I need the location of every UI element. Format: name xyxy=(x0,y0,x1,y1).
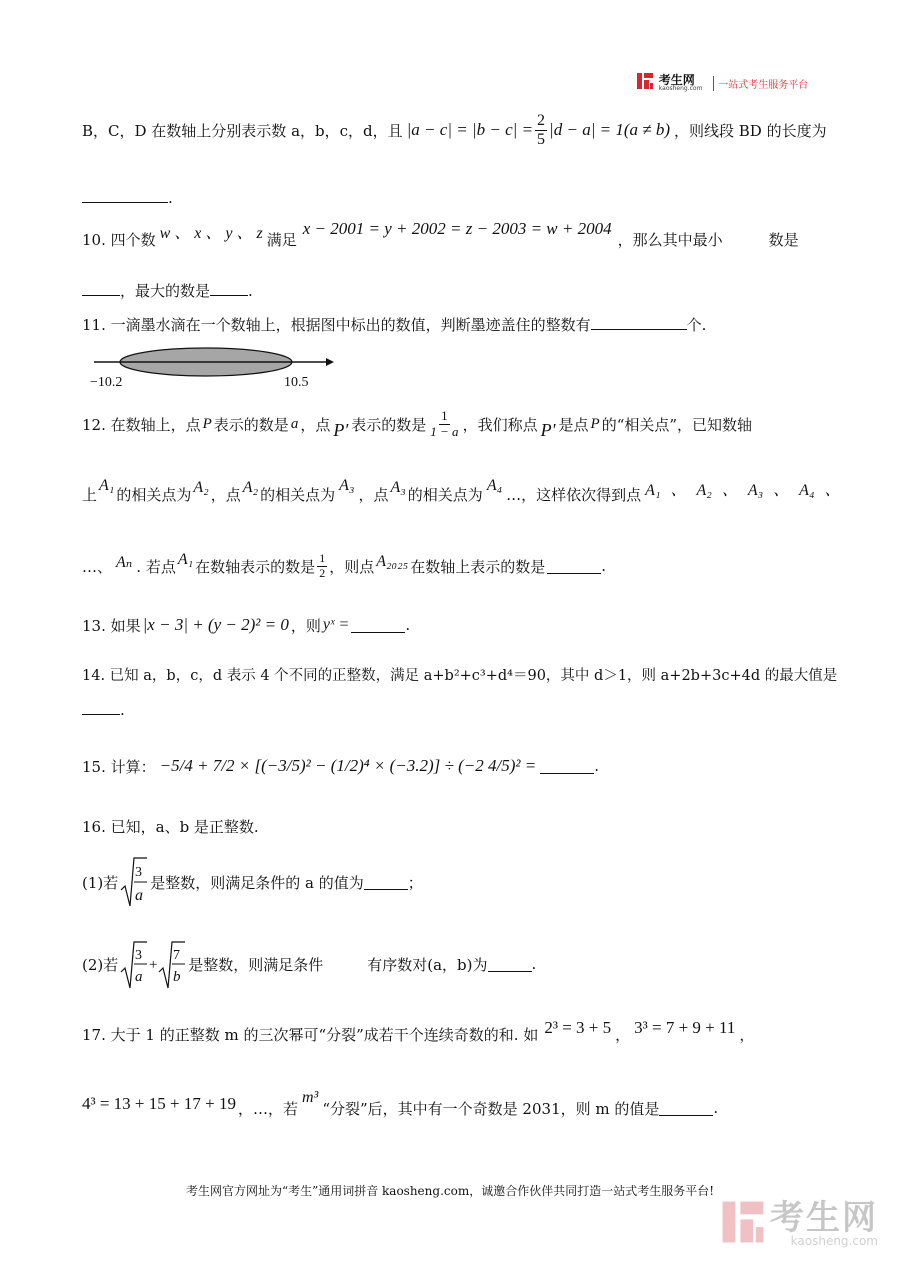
q12-A3: A₃ xyxy=(339,477,355,494)
q10-line xyxy=(82,219,799,256)
q12-blank[interactable] xyxy=(547,559,601,574)
q9-frac-den: 5 xyxy=(537,130,546,148)
q13-lead: 13. 如果 xyxy=(82,616,141,635)
q11-tail: 个. xyxy=(686,316,707,334)
q12-l2c: ，点 xyxy=(210,485,241,504)
q15-blank[interactable] xyxy=(540,759,594,774)
q12-line3 xyxy=(82,546,606,586)
q12-A1: A₁ xyxy=(99,477,115,494)
q16-p2d: . xyxy=(531,955,537,973)
q17-l2a: ，…，若 xyxy=(237,1099,298,1118)
q12-l2b: 的相关点为 xyxy=(116,485,192,504)
q17-blank[interactable] xyxy=(659,1101,713,1116)
q14-line xyxy=(82,664,837,685)
q12-line1 xyxy=(82,402,752,446)
q11-line xyxy=(82,314,706,335)
q12-frac-num: 1 xyxy=(441,408,448,424)
q13-tail: . xyxy=(405,616,411,634)
q17-m3: m³ xyxy=(301,1089,319,1106)
q16-blank2[interactable] xyxy=(488,957,532,972)
q12-l1f: 是点 xyxy=(558,415,589,434)
q12-half-den: 2 xyxy=(319,565,326,580)
q10-blank-max[interactable] xyxy=(210,281,248,296)
q12-Pprime-2: P′ xyxy=(540,419,556,440)
q12-A1-b: A₁ xyxy=(177,551,194,568)
q12-l3d: ，则点 xyxy=(329,557,375,576)
svg-text:3: 3 xyxy=(135,948,143,963)
q12-l3b: . 若点 xyxy=(136,557,176,576)
sqrt-3-over-a-plus-sqrt-7-over-b xyxy=(120,938,186,990)
q16-p1b: 是整数，则满足条件的 a 的值为 xyxy=(150,873,364,892)
ink-numberline-diagram xyxy=(88,344,338,390)
q14-line2 xyxy=(82,700,125,719)
logo-domain: kaosheng.com xyxy=(658,85,703,92)
watermark-name: 考生网 xyxy=(770,1198,878,1238)
svg-text:a: a xyxy=(135,887,144,904)
sqrt-3-over-a xyxy=(120,856,148,908)
q12-l1b: 表示的数是 xyxy=(213,415,289,434)
q9-frac-num: 2 xyxy=(537,111,546,129)
q17-l2c: . xyxy=(713,1099,719,1117)
q12-half-num: 1 xyxy=(319,551,326,566)
q13-expr: yˣ = xyxy=(322,616,350,633)
q14-text: 14. 已知 a，b，c，d 表示 4 个不同的正整数，满足 a+b²+c³+d⁴＝90，其中 d＞1，则 a+2b+3c+4d 的最大值是 xyxy=(82,668,838,684)
q10-vars: w 、 x 、 y 、 z xyxy=(159,224,263,242)
q17-eq1: 2³ = 3 + 5 xyxy=(544,1018,612,1037)
q10-mid: 满足 xyxy=(266,230,297,249)
q13-mid: ，则 xyxy=(290,616,321,635)
q13-line xyxy=(82,610,410,640)
q12-l2g: …，这样依次得到点 xyxy=(506,485,642,504)
q12-l3e: 在数轴上表示的数是 xyxy=(410,557,546,576)
footer-text: 考生网官方网址为“考生”通用词拼音 kaosheng.com，诚邀合作伙伴共同打造一站式考生服务平台! xyxy=(185,1184,715,1198)
header-slogan: 一站式考生服务平台 xyxy=(713,76,808,91)
logo-icon xyxy=(636,72,654,94)
logo-name: 考生网 xyxy=(658,73,695,87)
q17-l2b: “分裂”后，其中有一个奇数是 2031，则 m 的值是 xyxy=(322,1099,660,1118)
q12-l1g: 的“相关点”，已知数轴 xyxy=(601,415,753,434)
q12-Pprime: P′ xyxy=(333,419,349,440)
q17-l1a: 17. 大于 1 的正整数 m 的三次幂可“分裂”成若干个连续奇数的和. 如 xyxy=(82,1025,539,1044)
q17-line1 xyxy=(82,1016,754,1052)
q15-expr: −5/4 + 7/2 × [(−3/5)² − (1/2)⁴ × (−3.2)] ÷ (−2 4/5)² = xyxy=(159,756,537,775)
q10-lead: 10. 四个数 xyxy=(82,230,156,249)
q9-answer-blank[interactable]: . xyxy=(82,188,173,207)
q16-blank1[interactable] xyxy=(364,875,408,890)
q9-eq2: |d − a| = 1(a ≠ b) xyxy=(549,120,670,139)
q12-A2-b: A₂ xyxy=(242,479,259,496)
q12-l3a: …、 xyxy=(82,557,113,576)
q12-l2a: 上 xyxy=(82,485,98,504)
q12-l2f: 的相关点为 xyxy=(407,485,483,504)
q16-p2b: 是整数，则满足条件 xyxy=(188,955,324,974)
q12-l3c: 在数轴表示的数是 xyxy=(195,557,316,576)
q12-l1d: 表示的数是 xyxy=(351,415,427,434)
q12-l2d: 的相关点为 xyxy=(260,485,336,504)
q11-figure xyxy=(88,344,338,390)
q11-right-label: 10.5 xyxy=(284,375,309,390)
axis-arrow-icon xyxy=(326,358,334,366)
q17-sep: ， xyxy=(615,1025,631,1044)
watermark-logo-icon xyxy=(720,1197,766,1251)
q12-P-2: P xyxy=(590,415,600,432)
q17-line2 xyxy=(82,1088,718,1128)
q16-p2a: (2)若 xyxy=(82,955,119,974)
q10-eq: x − 2001 = y + 2002 = z − 2003 = w + 2004 xyxy=(302,219,612,238)
q12-P: P xyxy=(202,415,212,432)
q12-line2 xyxy=(82,474,841,514)
q12-An: Aₙ xyxy=(116,554,133,571)
header-logo xyxy=(636,72,808,92)
q12-A3-b: A₃ xyxy=(390,479,406,496)
svg-text:+: + xyxy=(149,957,158,973)
q9-line xyxy=(82,110,827,150)
q12-half xyxy=(317,552,327,579)
q9-tail: ，则线段 BD 的长度为 xyxy=(674,121,827,140)
q16-p1a: (1)若 xyxy=(82,873,119,892)
q15-tail: . xyxy=(594,757,599,775)
q12-l1e: ，我们称点 xyxy=(462,415,538,434)
q12-a: a xyxy=(290,415,299,432)
q12-l3f: . xyxy=(601,557,607,575)
q13-eq: |x − 3| + (y − 2)² = 0 xyxy=(142,615,289,634)
q17-eq2: 3³ = 7 + 9 + 11 xyxy=(634,1018,736,1037)
svg-text:3: 3 xyxy=(135,865,143,880)
q14-blank[interactable] xyxy=(82,700,120,715)
q10-tail2: 数是 xyxy=(768,230,799,249)
q17-sep2: ， xyxy=(739,1025,755,1044)
footer-watermark xyxy=(720,1194,878,1254)
q16-p2c: 有序数对(a，b)为 xyxy=(367,955,488,974)
q12-l1a: 12. 在数轴上，点 xyxy=(82,415,201,434)
q17-eq3: 4³ = 13 + 15 + 17 + 19 xyxy=(82,1094,236,1113)
q12-A2025: A₂₀₂₅ xyxy=(376,553,409,570)
q9-eq: |a − c| = |b − c| = xyxy=(406,120,534,139)
q11-text: 11. 一滴墨水滴在一个数轴上，根据图中标出的数值，判断墨迹盖住的整数有 xyxy=(82,316,591,334)
q12-l2e: ，点 xyxy=(358,485,389,504)
q10-tail: ，那么其中最小 xyxy=(617,230,723,249)
q10-line2-text: ，最大的数是 xyxy=(120,282,211,300)
svg-text:7: 7 xyxy=(173,948,181,963)
svg-text:b: b xyxy=(173,969,181,985)
q12-A2: A₂ xyxy=(193,479,209,496)
q12-frac-den: 1 − a xyxy=(430,423,459,439)
q11-left-label: −10.2 xyxy=(90,375,123,390)
q16-part2 xyxy=(82,934,536,994)
q13-blank[interactable] xyxy=(351,618,405,633)
watermark-domain: kaosheng.com xyxy=(790,1234,878,1248)
svg-text:a: a xyxy=(135,969,143,985)
q10-blank-min[interactable] xyxy=(82,281,120,296)
q12-A4: A₄ xyxy=(486,477,503,494)
q16-part1 xyxy=(82,852,423,912)
q9-text: B，C，D 在数轴上分别表示数 a，b，c，d，且 xyxy=(82,121,403,140)
q12-fraction xyxy=(428,409,460,439)
q15-lead: 15. 计算： xyxy=(82,757,156,776)
q11-blank[interactable] xyxy=(591,315,687,330)
q15-line xyxy=(82,736,599,796)
q16-title: 16. 已知，a、b 是正整数. xyxy=(82,818,259,836)
q9-fraction xyxy=(535,112,547,148)
q14-tail: . xyxy=(120,701,125,719)
q12-list: A₁ 、 A₂ 、 A₃ 、 A₄ 、 xyxy=(645,481,841,499)
q12-l1c: ，点 xyxy=(300,415,331,434)
q10-line2: ，最大的数是 . xyxy=(82,280,253,301)
q16-p1c: ； xyxy=(407,873,423,892)
